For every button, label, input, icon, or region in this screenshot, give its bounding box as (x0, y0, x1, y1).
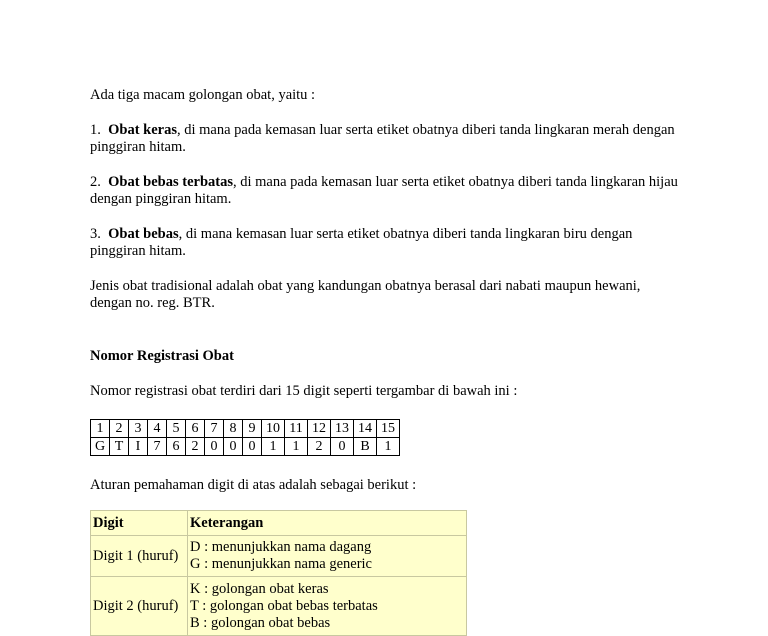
digit-value: 1 (285, 438, 308, 456)
digit-value: 6 (167, 438, 186, 456)
digit-position: 8 (224, 420, 243, 438)
digit-label: Digit 2 (huruf) (91, 577, 188, 636)
rules-intro: Aturan pemahaman digit di atas adalah sebagai berikut : (90, 477, 417, 493)
digit-value: 0 (243, 438, 262, 456)
digit-position: 3 (129, 420, 148, 438)
item-number: 1. (90, 122, 101, 138)
digit-value: G (91, 438, 110, 456)
digit-position: 5 (167, 420, 186, 438)
digit-value: 2 (186, 438, 205, 456)
column-header-keterangan: Keterangan (188, 511, 467, 536)
item-number: 3. (90, 226, 101, 242)
table-row (91, 577, 467, 636)
intro-text: Ada tiga macam golongan obat, yaitu : (90, 87, 316, 103)
digit-position: 12 (308, 420, 331, 438)
digit-position: 7 (205, 420, 224, 438)
digit-position: 2 (110, 420, 129, 438)
digit-value: 7 (148, 438, 167, 456)
digit-value: 2 (308, 438, 331, 456)
item-term: Obat bebas terbatas (108, 174, 233, 190)
digit-value: B (354, 438, 377, 456)
list-item-3 (90, 226, 680, 260)
item-number: 2. (90, 174, 101, 190)
list-item-2 (90, 174, 680, 208)
digit-position: 14 (354, 420, 377, 438)
digit-value: 0 (205, 438, 224, 456)
digit-value: T (110, 438, 129, 456)
rules-table (90, 510, 467, 636)
digit-value: 1 (262, 438, 285, 456)
digit-value: 0 (331, 438, 354, 456)
description-line: D : menunjukkan nama dagang (190, 539, 372, 555)
description-line: T : golongan obat bebas terbatas (190, 597, 378, 614)
description-line: G : menunjukkan nama generic (190, 556, 372, 572)
description-cell (188, 536, 467, 577)
description-line: B : golongan obat bebas (190, 614, 331, 631)
table-row (91, 420, 400, 438)
description-cell (188, 577, 467, 636)
item-term: Obat bebas (108, 226, 179, 242)
table-header-row (91, 511, 467, 536)
digit-position: 15 (377, 420, 400, 438)
section-title: Nomor Registrasi Obat (90, 348, 234, 364)
digit-table (90, 419, 400, 456)
digit-position: 10 (262, 420, 285, 438)
digit-position: 9 (243, 420, 262, 438)
digit-position: 1 (91, 420, 110, 438)
digit-position: 13 (331, 420, 354, 438)
digit-position: 6 (186, 420, 205, 438)
table-row (91, 438, 400, 456)
digit-label: Digit 1 (huruf) (91, 536, 188, 577)
item-description: , di mana pada kemasan luar serta etiket obatnya diberi tanda lingkaran merah dengan pinggiran hitam. (90, 122, 675, 155)
digit-position: 11 (285, 420, 308, 438)
traditional-text: Jenis obat tradisional adalah obat yang kandungan obatnya berasal dari nabati maupun hewani, dengan no. reg. BTR. (90, 278, 641, 311)
table-row (91, 536, 467, 577)
digit-value: I (129, 438, 148, 456)
item-description: , di mana pada kemasan luar serta etiket obatnya diberi tanda lingkaran hijau dengan pinggiran hitam. (90, 174, 678, 207)
digit-value: 1 (377, 438, 400, 456)
column-header-digit: Digit (91, 511, 188, 536)
description-line: K : golongan obat keras (190, 580, 329, 597)
item-description: , di mana kemasan luar serta etiket obatnya diberi tanda lingkaran biru dengan pinggiran hitam. (90, 226, 633, 259)
digit-value: 0 (224, 438, 243, 456)
item-term: Obat keras (108, 122, 177, 138)
section-intro: Nomor registrasi obat terdiri dari 15 digit seperti tergambar di bawah ini : (90, 383, 518, 399)
list-item-1 (90, 122, 680, 156)
digit-position: 4 (148, 420, 167, 438)
